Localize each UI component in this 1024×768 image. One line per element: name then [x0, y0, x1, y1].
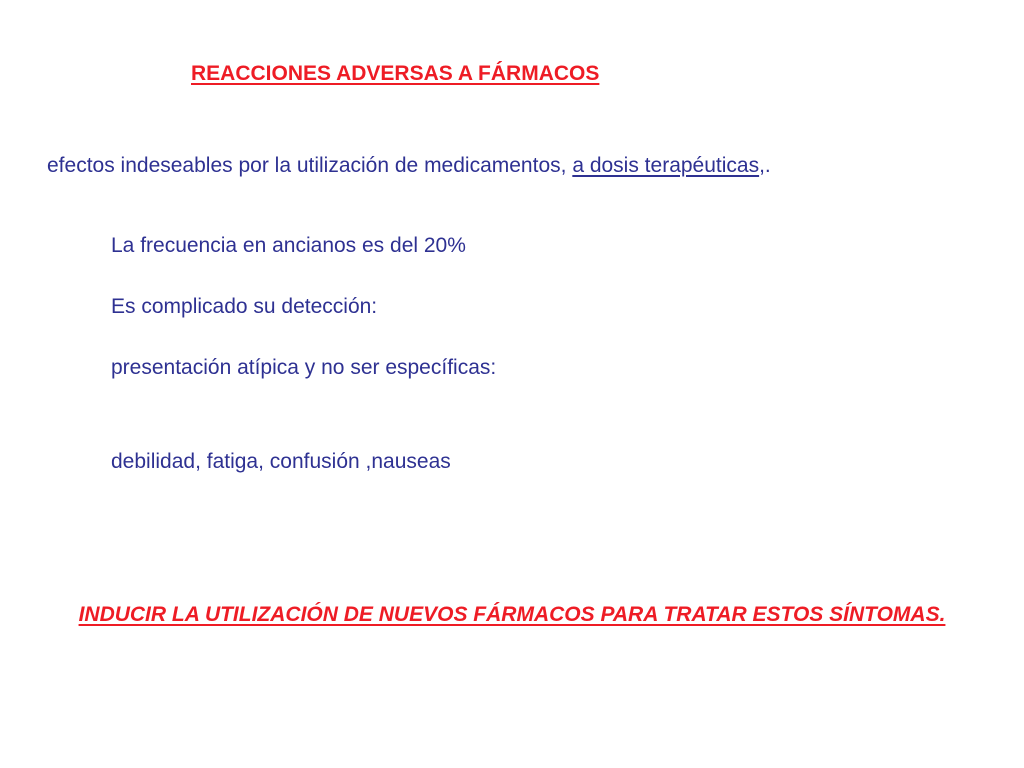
point-frequency: La frecuencia en ancianos es del 20%: [111, 234, 466, 257]
point-detection: Es complicado su detección:: [111, 295, 378, 318]
definition-underlined: a dosis terapéuticas: [572, 154, 760, 177]
point-symptoms: debilidad, fatiga, confusión ,nauseas: [111, 450, 451, 473]
point-presentation: presentación atípica y no ser específicas:: [111, 356, 497, 379]
definition-after: ,.: [759, 154, 771, 177]
slide-title: REACCIONES ADVERSAS A FÁRMACOS: [191, 62, 600, 85]
definition-text: [47, 154, 771, 178]
definition-before: efectos indeseables por la utilización de medicamentos,: [47, 154, 573, 177]
conclusion-text: INDUCIR LA UTILIZACIÓN DE NUEVOS FÁRMACOS PARA TRATAR ESTOS SÍNTOMAS.: [78, 603, 946, 626]
